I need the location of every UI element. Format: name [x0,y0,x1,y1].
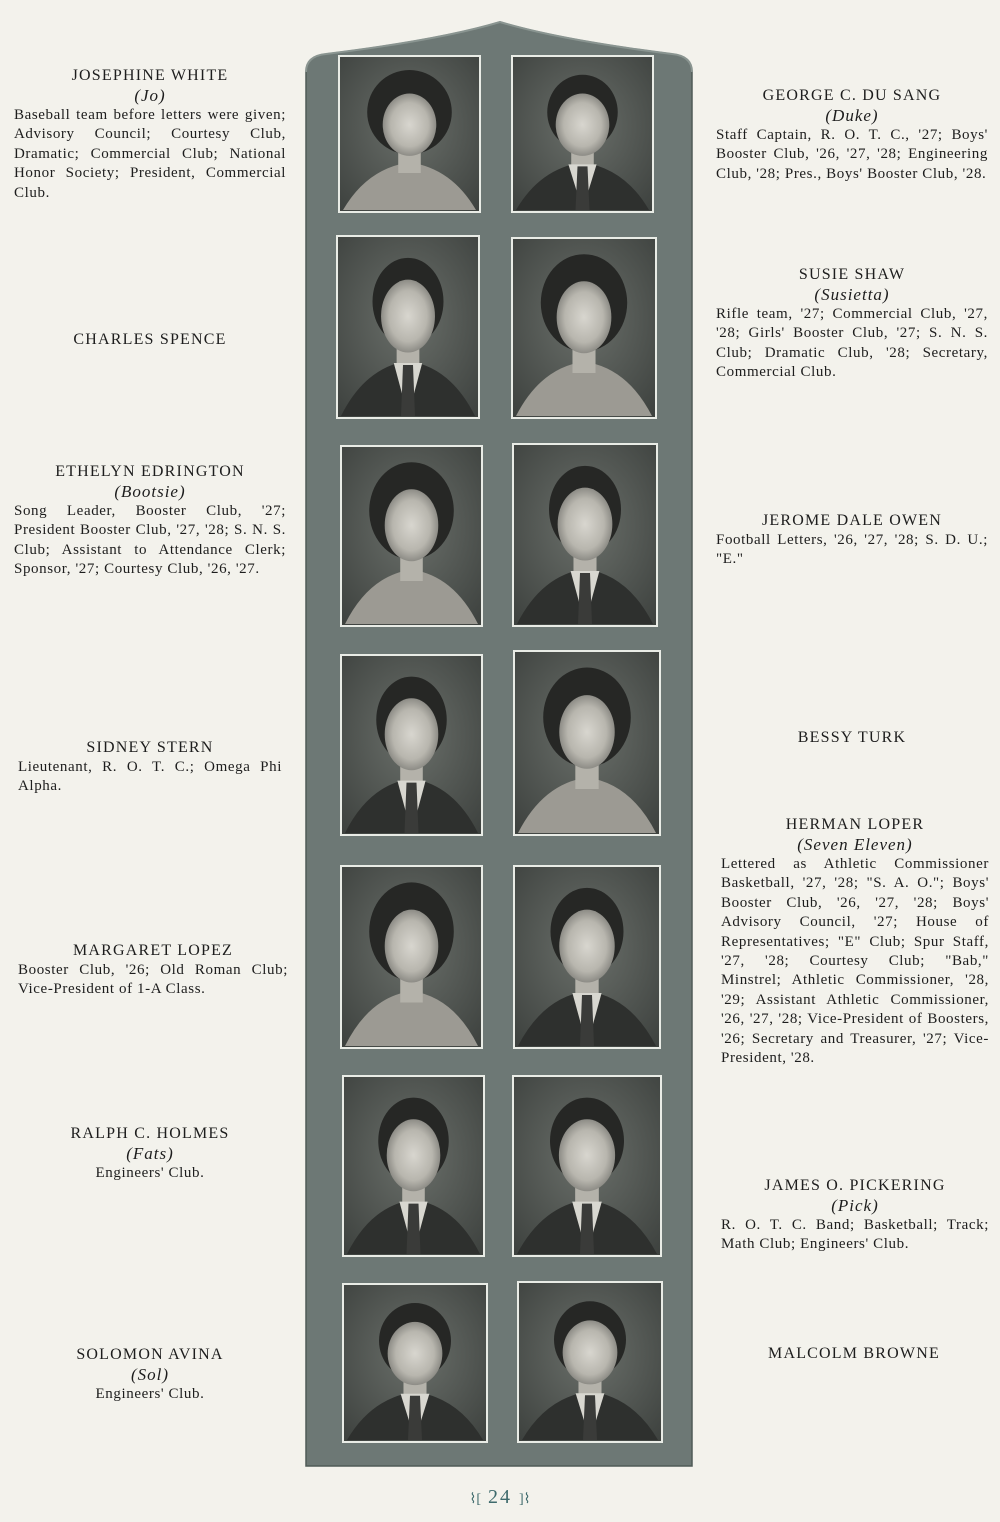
student-activities: Lieutenant, R. O. T. C.; Omega Phi Alpha. [18,759,282,795]
student-name: SIDNEY STERN [86,739,214,756]
student-name: CHARLES SPENCE [73,331,227,348]
student-activities: Staff Captain, R. O. T. C., '27; Boys' Booster Club, '26, '27, '28; Engineering Club, '28; Pres., Boys' Booster Club, '28. [716,127,988,182]
student-name: JEROME DALE OWEN [761,512,943,529]
student-nickname: (Bootsie) [114,482,186,501]
entry-solomon-avina [14,1345,286,1404]
student-portrait [337,236,479,418]
student-name: JOSEPHINE WHITE [71,67,229,84]
student-portrait [343,1284,487,1442]
student-portrait [513,444,657,626]
student-portrait [341,655,482,835]
entry-james-pickering [721,1176,989,1255]
entry-josephine-white [14,66,286,203]
ornament-left-icon: ⌇[ [469,1492,481,1507]
entry-ralph-holmes [14,1124,286,1183]
student-activities: Song Leader, Booster Club, '27; President Booster Club, '27, '28; S. N. S. Club; Assistant to Attendance Clerk; Sponsor, '27; Courtesy Club, '26, '27. [14,503,286,578]
student-portrait [339,56,480,212]
entry-herman-loper [721,815,989,1068]
student-portrait [513,1076,661,1256]
student-name: RALPH C. HOLMES [70,1125,230,1142]
entry-jerome-dale-owen [716,511,988,570]
student-nickname: (Sol) [130,1365,170,1384]
student-name: MARGARET LOPEZ [72,942,234,959]
student-nickname: (Susietta) [814,285,890,304]
page-number [0,1486,1000,1509]
ornament-right-icon: ]⌇ [519,1492,531,1507]
student-nickname: (Seven Eleven) [797,835,913,854]
student-portrait [512,56,653,212]
entry-george-du-sang [716,86,988,184]
student-name: SUSIE SHAW [798,266,906,283]
student-activities: Engineers' Club. [95,1165,205,1181]
student-portrait [514,866,660,1048]
student-activities: Rifle team, '27; Commercial Club, '27, '28; Girls' Booster Club, '27; S. N. S. Club; Dramatic Club, '28; Secretary, Commercial Club. [716,306,988,381]
student-activities: R. O. T. C. Band; Basketball; Track; Math Club; Engineers' Club. [721,1217,989,1253]
student-portrait [343,1076,484,1256]
student-name: ETHELYN EDRINGTON [55,463,245,480]
student-activities: Booster Club, '26; Old Roman Club; Vice-President of 1-A Class. [18,962,288,998]
student-portrait [341,866,482,1048]
student-portrait [518,1282,662,1442]
entry-ethelyn-edrington [14,462,286,580]
student-name: GEORGE C. DU SANG [762,87,942,104]
student-portrait [341,446,482,626]
page-number-value: 24 [488,1486,512,1508]
entry-malcolm-browne [718,1344,990,1364]
student-nickname: (Jo) [134,86,166,105]
student-activities: Football Letters, '26, '27, '28; S. D. U.; "E." [716,532,988,568]
student-activities: Baseball team before letters were given; Advisory Council; Courtesy Club, Dramatic; Commercial Club; National Honor Society; President, Commercial Club. [14,107,286,201]
student-activities: Engineers' Club. [95,1386,205,1402]
student-activities: Lettered as Athletic Commissioner Basketball, '27, '28; "S. A. O."; Boys' Booster Club, '26, '27, '28; Boys' Advisory Council, '27; House of Representatives; "E" Club; Spur Staff, '27, '28; Courtesy Club; "Bab," Minstrel; Athletic Commissioner, '28, '29; Assistant Athletic Commissioner, '26, '27, '28; Vice-President of Boosters, '26; Secretary and Treasurer, '27; Vice-President, '28. [721,856,989,1067]
entry-susie-shaw [716,265,988,383]
student-name: MALCOLM BROWNE [768,1345,940,1362]
entry-margaret-lopez [18,941,288,1000]
entry-bessy-turk [716,728,988,748]
entry-charles-spence [14,330,286,350]
student-nickname: (Fats) [126,1144,174,1163]
student-nickname: (Pick) [831,1196,879,1215]
student-name: JAMES O. PICKERING [764,1177,946,1194]
student-name: HERMAN LOPER [785,816,925,833]
student-name: BESSY TURK [797,729,907,746]
student-nickname: (Duke) [825,106,879,125]
student-portrait [514,651,660,835]
entry-sidney-stern [14,738,286,797]
student-name: SOLOMON AVINA [76,1346,224,1363]
student-portrait [512,238,656,418]
